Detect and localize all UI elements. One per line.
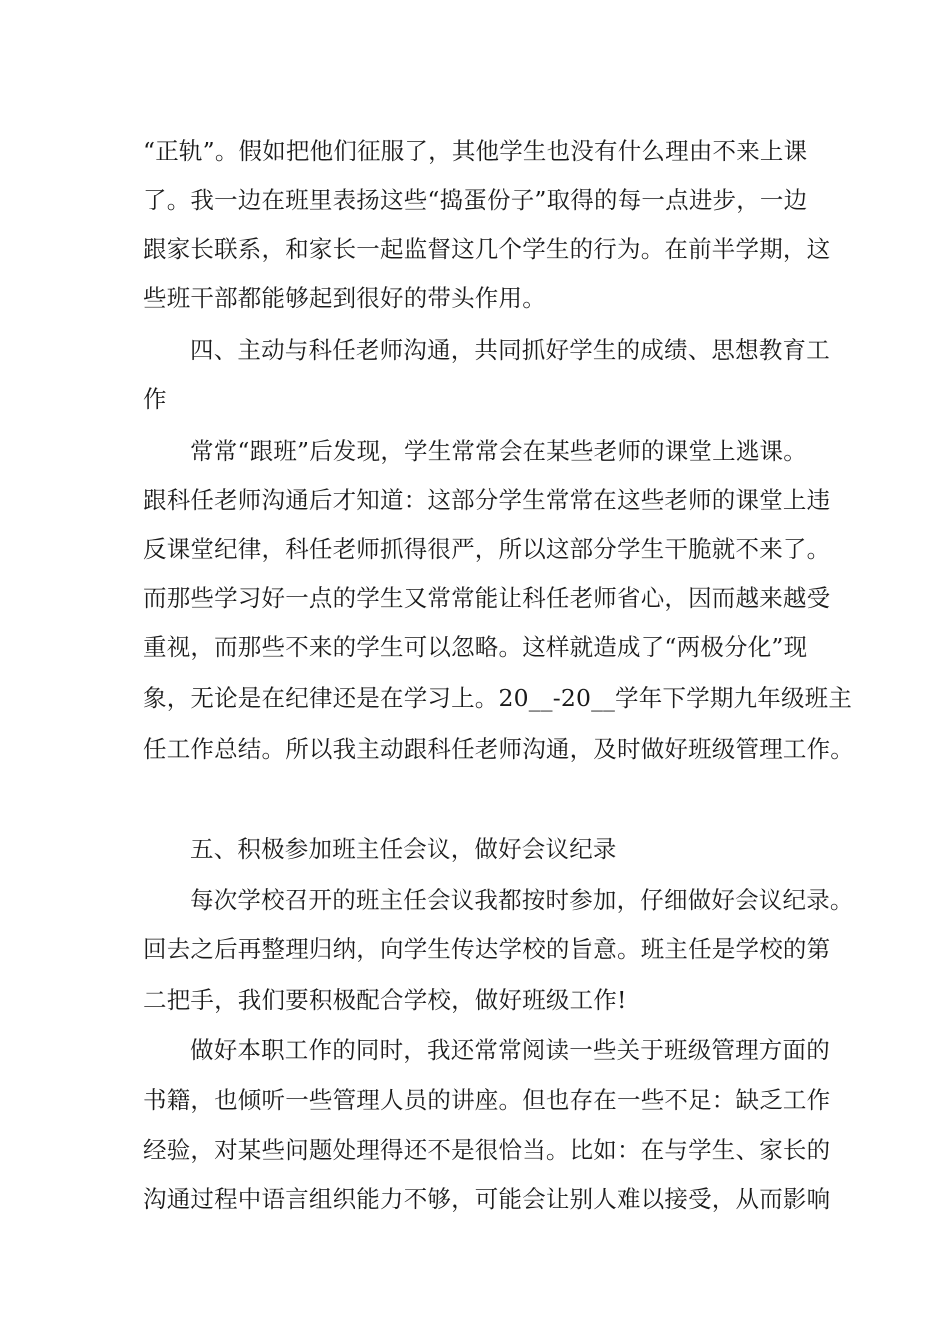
paragraph-line: 重视，而那些不来的学生可以忽略。这样就造成了“两极分化”现 (143, 633, 808, 661)
paragraph-line: 反课堂纪律，科任老师抓得很严，所以这部分学生干脆就不来了。 (143, 535, 831, 563)
paragraph-line: 书籍，也倾听一些管理人员的讲座。但也存在一些不足：缺乏工作 (143, 1086, 831, 1114)
paragraph-line: 回去之后再整理归纳，向学生传达学校的旨意。班主任是学校的第 (143, 935, 831, 963)
paragraph-line: 沟通过程中语言组织能力不够，可能会让别人难以接受，从而影响 (143, 1185, 831, 1213)
paragraph-line: 任工作总结。所以我主动跟科任老师沟通，及时做好班级管理工作。 (143, 735, 854, 763)
paragraph-line: 了。我一边在班里表扬这些“捣蛋份子”取得的每一点进步，一边 (143, 186, 808, 214)
paragraph-line: 做好本职工作的同时，我还常常阅读一些关于班级管理方面的 (190, 1036, 830, 1064)
paragraph-line: 跟家长联系，和家长一起监督这几个学生的行为。在前半学期，这 (143, 235, 831, 263)
paragraph-line: 常常“跟班”后发现，学生常常会在某些老师的课堂上逃课。 (190, 437, 807, 465)
paragraph-line: “正轨”。假如把他们征服了，其他学生也没有什么理由不来上课 (143, 137, 808, 165)
paragraph-line: 二把手，我们要积极配合学校，做好班级工作! (143, 986, 627, 1014)
paragraph-line: 象，无论是在纪律还是在学习上。20__-20__学年下学期九年级班主 (143, 684, 853, 712)
paragraph-line: 些班干部都能够起到很好的带头作用。 (143, 284, 546, 312)
paragraph-line: 跟科任老师沟通后才知道：这部分学生常常在这些老师的课堂上违 (143, 486, 831, 514)
section-heading-4-continued: 作 (143, 385, 167, 413)
paragraph-line: 经验，对某些问题处理得还不是很恰当。比如：在与学生、家长的 (143, 1136, 831, 1164)
paragraph-line: 而那些学习好一点的学生又常常能让科任老师省心，因而越来越受 (143, 584, 831, 612)
section-heading-5: 五、积极参加班主任会议，做好会议纪录 (190, 835, 617, 863)
section-heading-4: 四、主动与科任老师沟通，共同抓好学生的成绩、思想教育工 (190, 336, 830, 364)
paragraph-line: 每次学校召开的班主任会议我都按时参加，仔细做好会议纪录。 (190, 886, 854, 914)
